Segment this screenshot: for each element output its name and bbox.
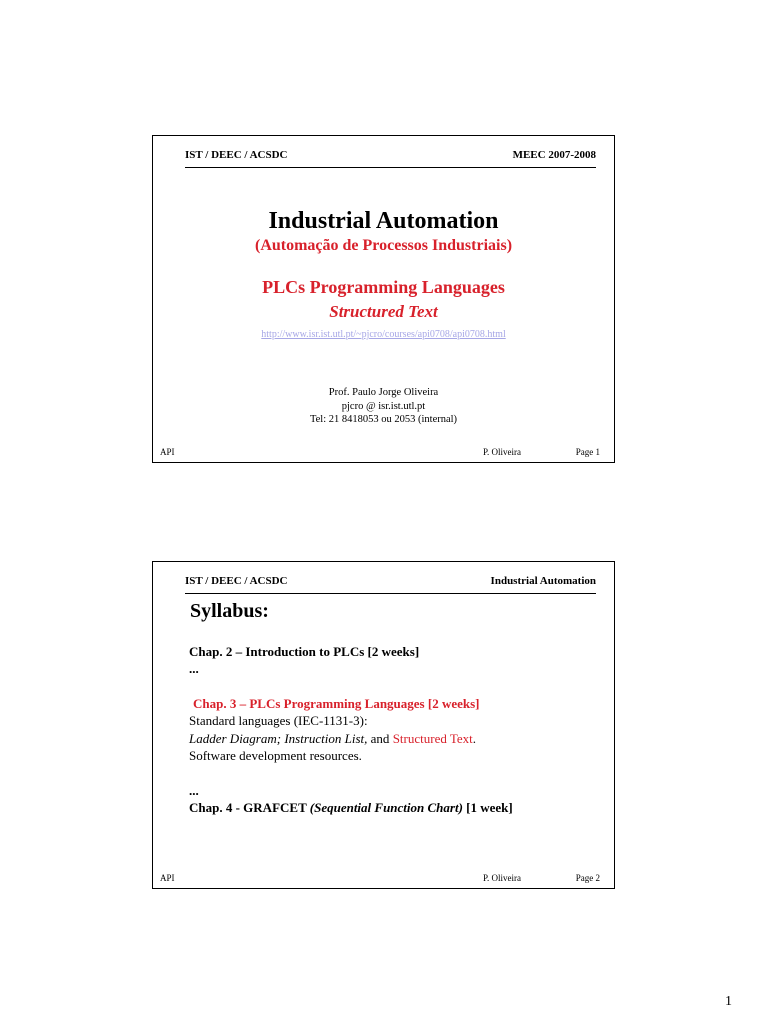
topic-title: PLCs Programming Languages	[262, 277, 505, 297]
chapter-4-sfc: (Sequential Function Chart)	[309, 800, 463, 815]
slide-2	[152, 561, 615, 889]
slide-footer	[153, 443, 614, 457]
footer-page-number: Page 2	[575, 873, 600, 883]
topic-subtitle: Structured Text	[329, 302, 438, 321]
slide-1	[152, 135, 615, 463]
footer-label: API	[160, 447, 175, 457]
syllabus-heading: Syllabus:	[190, 600, 269, 622]
languages-line	[189, 731, 476, 747]
chapter-4-title: Chap. 4 - GRAFCET	[189, 800, 310, 815]
document-page-number: 1	[725, 994, 732, 1009]
chapter-4-duration: [1 week]	[462, 800, 513, 815]
standard-languages-line: Standard languages (IEC-1131-3):	[189, 713, 368, 728]
slide-subtitle: (Automação de Processos Industriais)	[254, 237, 513, 254]
header-divider	[185, 593, 596, 594]
footer-page-number: Page 1	[575, 447, 600, 457]
chapter-2-item: Chap. 2 – Introduction to PLCs [2 weeks]	[189, 644, 420, 659]
chapter-3-item: Chap. 3 – PLCs Programming Languages [2 weeks]	[193, 696, 480, 711]
languages-period: .	[472, 731, 477, 746]
slide-header-left: IST / DEEC / ACSDC	[185, 575, 288, 587]
slide-footer	[153, 869, 614, 883]
footer-author: P. Oliveira	[483, 873, 521, 883]
slide-header-left: IST / DEEC / ACSDC	[185, 149, 288, 161]
professor-name: Prof. Paulo Jorge Oliveira	[328, 387, 439, 398]
course-url-link[interactable]: http://www.isr.ist.utl.pt/~pjcro/courses/api0708/api0708.html	[261, 329, 506, 340]
footer-author: P. Oliveira	[483, 447, 521, 457]
header-divider	[185, 167, 596, 168]
structured-text-label: Structured Text	[392, 731, 473, 746]
ellipsis-1: ...	[189, 661, 199, 676]
ellipsis-2: ...	[189, 783, 199, 798]
slide-header-right: Industrial Automation	[490, 575, 596, 587]
professor-email: pjcro @ isr.ist.utl.pt	[341, 401, 426, 412]
languages-italic: Ladder Diagram; Instruction List,	[189, 731, 368, 746]
slide-header-right: MEEC 2007-2008	[512, 149, 596, 161]
software-resources-line: Software development resources.	[189, 748, 362, 763]
languages-and: and	[367, 731, 393, 746]
professor-phone: Tel: 21 8418053 ou 2053 (internal)	[309, 414, 458, 425]
slide-title: Industrial Automation	[268, 208, 499, 234]
chapter-4-item	[189, 800, 513, 816]
footer-label: API	[160, 873, 175, 883]
